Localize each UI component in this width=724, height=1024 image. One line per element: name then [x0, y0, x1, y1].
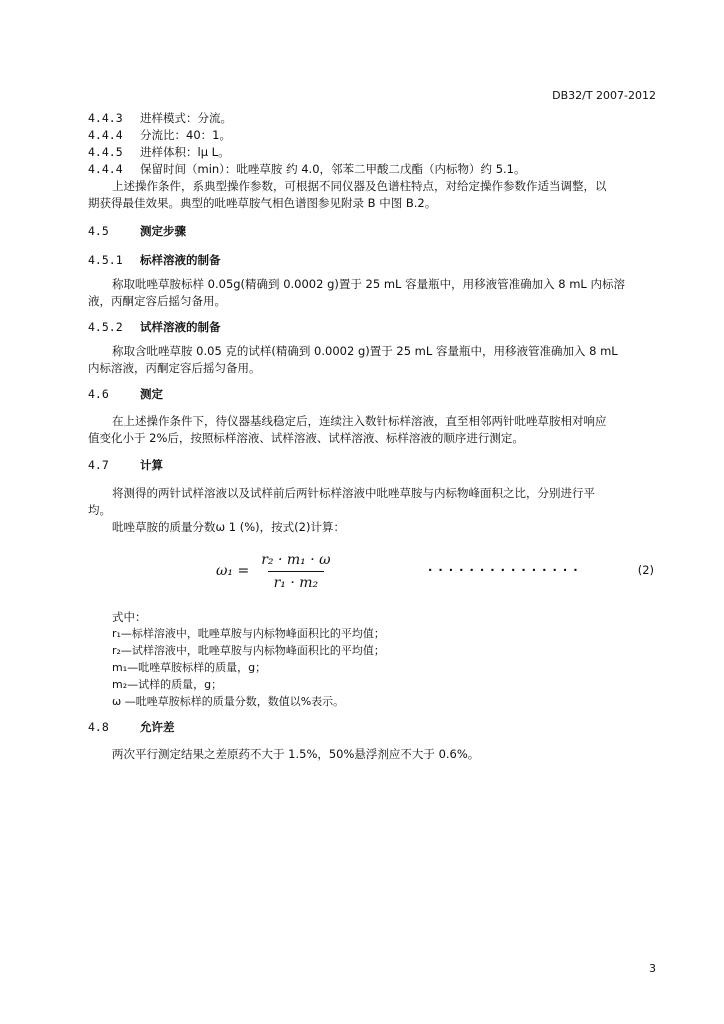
conditions-line-2: 期获得最佳效果。典型的吡唑草胺气相色谱图参见附录 B 中图 B.2。	[88, 196, 437, 210]
formula-lhs: ω₁ =	[216, 563, 250, 579]
doc-code: DB32/T 2007-2012	[552, 89, 656, 102]
section-4-7-heading	[88, 457, 163, 473]
page-number: 3	[649, 962, 656, 975]
item-text: 进样体积：lμ L。	[140, 145, 230, 159]
section-number: 4.7	[88, 458, 109, 472]
section-number: 4.8	[88, 720, 109, 734]
section-4-6-heading	[88, 386, 163, 402]
s452-line-1: 称取含吡唑草胺 0.05 克的试样(精确到 0.0002 g)置于 25 mL 容量瓶中，用移液管准确加入 8 mL	[112, 344, 618, 358]
item-number: 4.4.4	[88, 162, 123, 176]
section-title: 允许差	[140, 720, 175, 734]
formula-equation-number: (2)	[637, 563, 654, 577]
formula-dots: · · · · · · · · · · · · · · ·	[428, 563, 579, 577]
section-number: 4.6	[88, 387, 109, 401]
s47-line-2: 均。	[88, 503, 111, 517]
section-title: 测定	[140, 387, 163, 401]
section-number: 4.5	[88, 224, 109, 238]
s451-line-1: 称取吡唑草胺标样 0.05g(精确到 0.0002 g)置于 25 mL 容量瓶中，用移液管准确加入 8 mL 内标溶	[112, 277, 625, 291]
item-number: 4.4.5	[88, 145, 123, 159]
s47-line-1: 将测得的两针试样溶液以及试样前后两针标样溶液中吡唑草胺与内标物峰面积之比，分别进行平	[112, 486, 595, 500]
item-4-4-4-split	[88, 127, 231, 143]
item-4-4-5	[88, 144, 230, 160]
section-4-5-2-heading	[88, 319, 221, 335]
section-4-5-heading	[88, 223, 186, 239]
item-number: 4.4.4	[88, 128, 123, 142]
formula-fraction	[255, 552, 336, 591]
item-text: 保留时间（min）：吡唑草胺 约 4.0，邻苯二甲酸二戊酯（内标物）约 5.1。	[140, 162, 526, 176]
formula-numerator: r₂ · m₁ · ω	[261, 551, 331, 568]
conditions-line-1: 上述操作条件，系典型操作参数，可根据不同仪器及色谱柱特点，对给定操作参数作适当调整，以	[112, 179, 607, 193]
where-def-r1: r₁—标样溶液中，吡唑草胺与内标物峰面积比的平均值；	[112, 627, 385, 640]
s451-line-2: 液，丙酮定容后摇匀备用。	[88, 294, 226, 308]
where-def-omega: ω —吡唑草胺标样的质量分数，数值以%表示。	[112, 695, 345, 708]
formula-denominator: r₁ · m₂	[268, 571, 325, 591]
section-number: 4.5.2	[88, 320, 123, 334]
section-title: 计算	[140, 458, 163, 472]
s46-line-2: 值变化小于 2%后，按照标样溶液、试样溶液、试样溶液、标样溶液的顺序进行测定。	[88, 431, 524, 445]
item-4-4-4-retention	[88, 161, 525, 177]
section-title: 测定步骤	[140, 224, 186, 238]
where-def-r2: r₂—试样溶液中，吡唑草胺与内标物峰面积比的平均值；	[112, 644, 385, 657]
formula	[216, 549, 337, 593]
item-number: 4.4.3	[88, 111, 123, 125]
s47-line-3: 吡唑草胺的质量分数ω 1 (%)，按式(2)计算：	[112, 520, 345, 534]
section-number: 4.5.1	[88, 253, 123, 267]
item-text: 进样模式：分流。	[140, 111, 232, 125]
section-title: 标样溶液的制备	[140, 253, 221, 267]
s452-line-2: 内标溶液，丙酮定容后摇匀备用。	[88, 361, 261, 375]
s48-line-1: 两次平行测定结果之差原药不大于 1.5%，50%悬浮剂应不大于 0.6%。	[112, 747, 480, 761]
item-text: 分流比：40：1。	[140, 128, 231, 142]
where-intro: 式中：	[112, 610, 147, 624]
where-def-m1: m₁—吡唑草胺标样的质量，g；	[112, 661, 267, 674]
item-4-4-3	[88, 110, 232, 126]
s46-line-1: 在上述操作条件下，待仪器基线稳定后，连续注入数针标样溶液，直至相邻两针吡唑草胺相对响应	[112, 414, 607, 428]
section-4-5-1-heading	[88, 252, 221, 268]
where-def-m2: m₂—试样的质量，g；	[112, 678, 223, 691]
section-title: 试样溶液的制备	[140, 320, 221, 334]
section-4-8-heading	[88, 719, 175, 735]
